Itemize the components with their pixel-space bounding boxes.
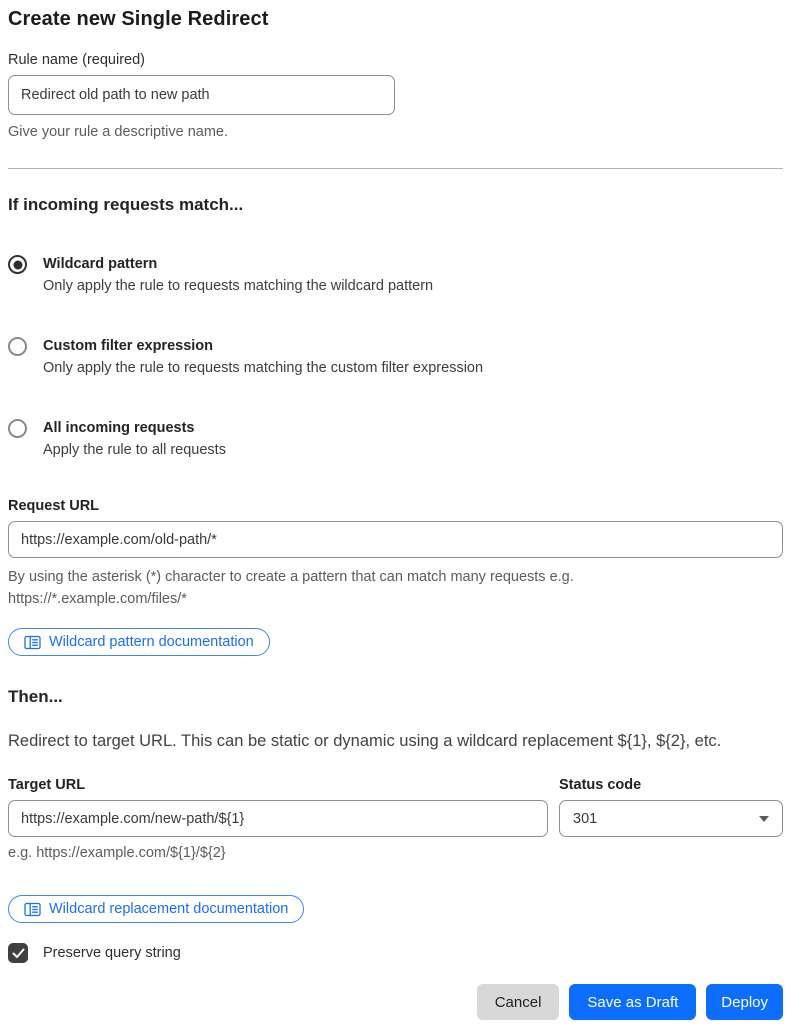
preserve-query-label: Preserve query string [43,945,181,961]
status-code-label: Status code [559,777,642,793]
status-code-select[interactable] [559,800,783,837]
target-url-help: e.g. https://example.com/${1}/${2} [8,845,226,861]
radio-option-custom-filter-expression[interactable] [8,336,783,380]
request-url-input[interactable] [8,521,783,558]
wildcard-replacement-docs-label: Wildcard replacement documentation [49,901,289,917]
checkbox-checked-icon[interactable] [8,943,28,963]
radio-description: Only apply the rule to requests matching the custom filter expression [43,360,484,376]
open-book-icon [24,635,41,650]
radio-option-wildcard-pattern[interactable] [8,254,783,298]
wildcard-pattern-docs-label: Wildcard pattern documentation [49,634,254,650]
save-as-draft-button[interactable]: Save as Draft [569,984,696,1020]
page-title: Create new Single Redirect [8,8,269,30]
wildcard-replacement-docs-button[interactable] [8,895,304,923]
request-url-help [8,566,783,610]
preserve-query-row[interactable] [8,943,783,963]
footer-actions [8,984,783,1020]
then-section-heading: Then... [8,687,63,706]
radio-selected-icon[interactable] [8,255,27,274]
radio-label: Wildcard pattern [43,256,158,272]
status-code-value: 301 [573,810,598,827]
target-row [8,777,783,864]
rule-name-label: Rule name (required) [8,52,146,68]
request-url-block [8,498,783,610]
radio-description: Only apply the rule to requests matching the wildcard pattern [43,278,434,294]
status-code-field [559,777,783,864]
section-divider [8,168,783,169]
target-url-label: Target URL [8,777,86,793]
open-book-icon [24,902,41,917]
radio-description: Apply the rule to all requests [43,442,226,458]
match-section-heading: If incoming requests match... [8,195,244,214]
target-url-input[interactable] [8,800,548,837]
wildcard-pattern-docs-button[interactable] [8,628,270,656]
deploy-button[interactable]: Deploy [706,984,783,1020]
radio-label: Custom filter expression [43,338,214,354]
request-url-help-line2: https://*.example.com/files/* [8,591,187,607]
radio-unselected-icon[interactable] [8,337,27,356]
target-url-field [8,777,548,864]
radio-label: All incoming requests [43,420,195,436]
chevron-down-icon [759,816,769,822]
redirect-description: Redirect to target URL. This can be static or dynamic using a wildcard replacement ${1}, ${2}, etc. [8,732,722,750]
request-url-label: Request URL [8,498,100,514]
rule-name-help: Give your rule a descriptive name. [8,124,229,140]
radio-unselected-icon[interactable] [8,419,27,438]
radio-option-all-incoming-requests[interactable] [8,418,783,462]
rule-name-input[interactable] [8,75,395,115]
request-url-help-line1: By using the asterisk (*) character to create a pattern that can match many requests e.g. [8,569,574,585]
match-type-radio-group [8,254,783,462]
cancel-button[interactable]: Cancel [477,984,560,1020]
